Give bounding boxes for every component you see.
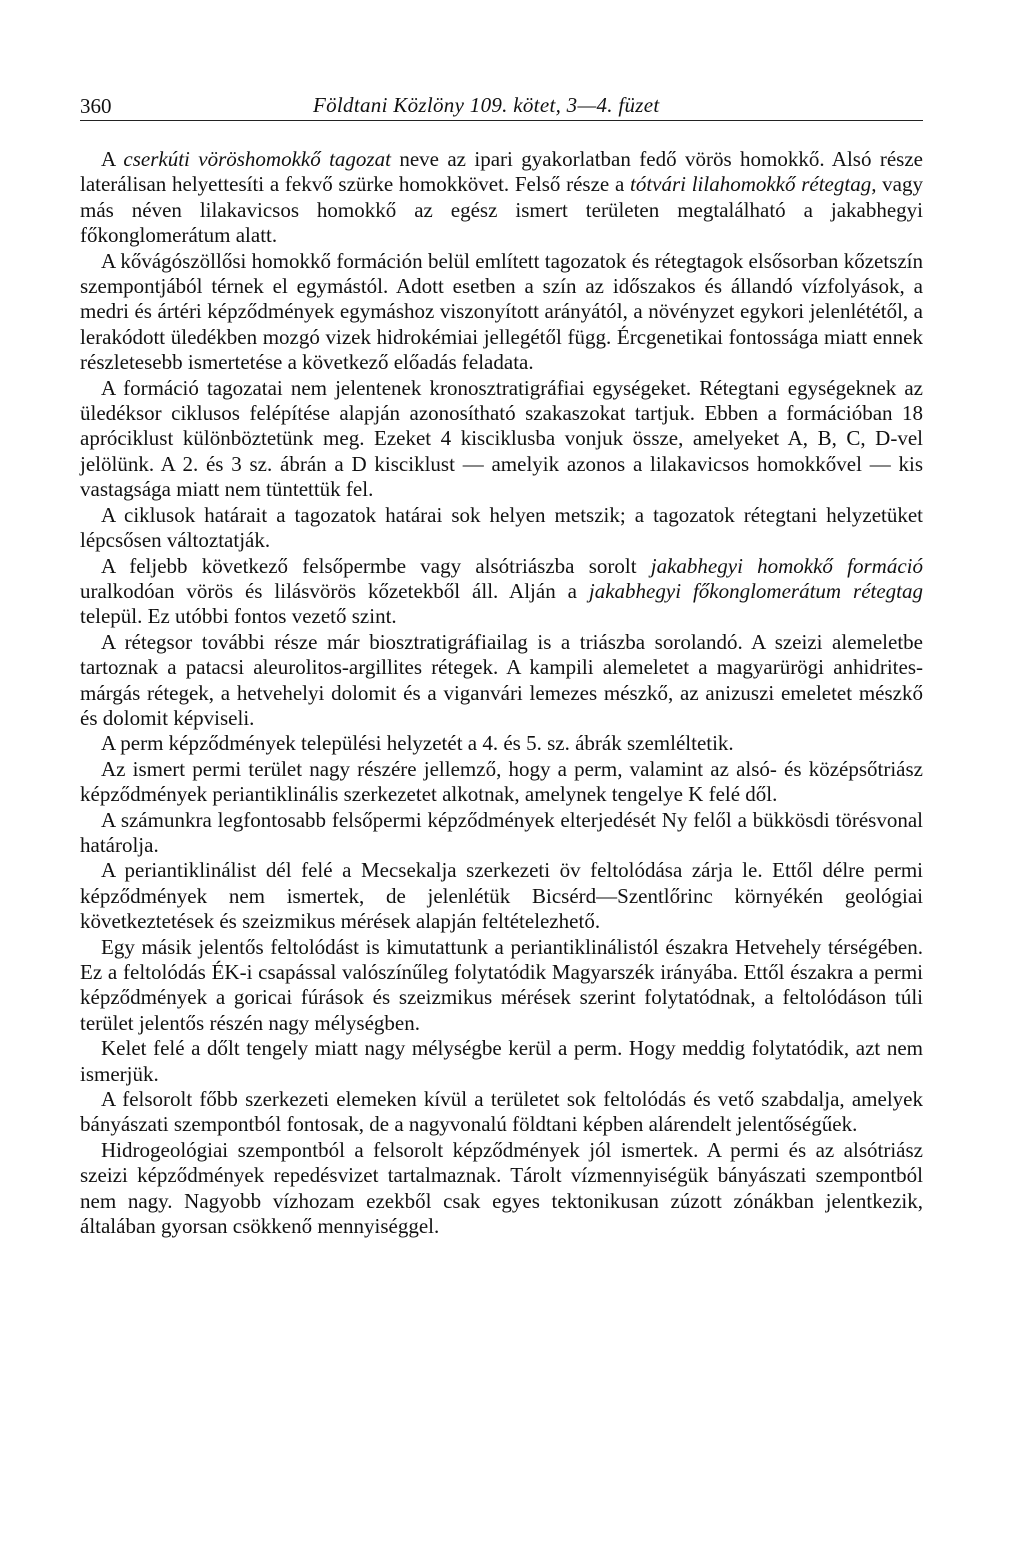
text-run: vagy más néven lilakavicsos homokkő az egész ismert területen megtalálható a jakabhegyi főkonglomerátum alatt. xyxy=(80,172,923,248)
text-run: A feljebb következő felsőpermbe vagy alsótriászba sorolt xyxy=(101,553,651,578)
text-run: uralkodóan vörös és lilásvörös kőzetekből áll. Alján a xyxy=(80,578,589,603)
italic-term: jakabhegyi főkonglomerátum rétegtag xyxy=(588,578,924,603)
text-run: neve az ipari gyakorlatban fedő vörös homokkő. Alsó része laterálisan helyettesíti a fekvő szürke homokkövet. Felső része a xyxy=(80,147,923,197)
paragraph-east-plunge: Kelet felé a dőlt tengely miatt nagy mélységbe kerül a perm. Hogy meddig folytatódik, azt nem ismerjük. xyxy=(80,1036,923,1086)
paragraph-cycle-boundaries: A ciklusok határait a tagozatok határai sok helyen metszik; a tagozatok rétegtani helyzetüket lépcsősen változtatják. xyxy=(80,502,923,553)
paragraph-cserkut-member xyxy=(80,147,923,249)
italic-term: cserkúti vöröshomokkő tagozat xyxy=(123,147,391,171)
journal-title: Földtani Közlöny 109. kötet, 3—4. füzet xyxy=(313,93,660,117)
paragraph-mecsekalja-zone: A periantiklinálist dél felé a Mecsekalja szerkezeti öv feltolódása zárja le. Ettől délre permi képződmények nem ismertek, de jelenlétük Bicsérd—Szentlőrinc környékén geológiai következtetések és szeizmikus mérések alapján feltételezhető. xyxy=(80,858,923,934)
paragraph-bukkosd-fault: A számunkra legfontosabb felsőpermi képződmények elterjedését Ny felől a bükkösdi törésvonal határolja. xyxy=(80,807,923,857)
page xyxy=(80,90,923,1239)
paragraph-rock-color: A kővágószöllősi homokkő formáción belül említett tagozatok és rétegtagok elsősorban kőzetszín szempontjából térnek el egymástól. Adott esetben a szín az időszakos és állandó vízfolyások, a medri és ártéri képződmények egymáshoz viszonyított arányától, a növényzet egykori jelenlététől, a lerakódott üledékben mozgó vizek hidrokémiai jellegétől függ. Ércgenetikai fontossága miatt ennek részletesebb ismertetése a következő előadás feladata. xyxy=(80,248,923,375)
italic-term: tótvári lilahomokkő rétegtag, xyxy=(629,172,877,197)
paragraph-cycles: A formáció tagozatai nem jelentenek kronosztratigráfiai egységeket. Rétegtani egységeknek az üledéksor ciklusos felépítése alapján azonosítható szakaszokat tartjuk. Ebben a formációban 18 apróciklust különböztetünk meg. Ezeket 4 kisciklusba vonjuk össze, amelyeket A, B, C, D-vel jelölünk. A 2. és 3 sz. ábrán a D kisciklust — amelyik azonos a lilakavicsos homokkővel — kis vastagsága miatt nem tüntettük fel. xyxy=(80,375,923,502)
paragraph-faults: A felsorolt főbb szerkezeti elemeken kívül a területet sok feltolódás és vető szabdalja, amelyek bányászati szempontból fontosak, de a nagyvonalú földtani képben alárendelt jelentőségűek. xyxy=(80,1087,923,1137)
running-header xyxy=(80,90,923,121)
paragraph-periantikline: Az ismert permi terület nagy részére jellemző, hogy a perm, valamint az alsó- és középsőtriász képződmények periantiklinális szerkezetet alkotnak, amelynek tengelye K felé dől. xyxy=(80,756,923,807)
paragraph-jakabhegy-formation xyxy=(80,554,923,630)
italic-term: jakabhegyi homokkő formáció xyxy=(650,553,923,578)
paragraph-hetvehely-thrust: Egy másik jelentős feltolódást is kimutattunk a periantiklinálistól északra Hetvehely térségében. Ez a feltolódás ÉK-i csapással valószínűleg folytatódik Magyarszék irányába. Ettől északra a permi képződmények a goricai fúrások és szeizmikus mérések szerint folytatódnak, a feltolódáson túli terület jelentős részén nagy mélységben. xyxy=(80,934,923,1035)
paragraph-hydrogeology: Hidrogeológiai szempontból a felsorolt képződmények jól ismertek. A permi és az alsótriász szeizi képződmények repedésvizet tartalmaznak. Tárolt vízmennyiségük bányászati szempontból nem nagy. Nagyobb vízhozam ezekből csak egyes tektonikusan zúzott zónákban jelentkezik, általában gyorsan csökkenő mennyiséggel. xyxy=(80,1137,923,1239)
text-run: A xyxy=(101,147,124,171)
paragraph-triassic: A rétegsor további része már biosztratigráfiailag is a triászba sorolandó. A szeizi alemeletbe tartoznak a patacsi aleurolitos-argillites rétegek. A kampili alemeletet a magyarürögi anhidrites-márgás rétegek, a hetvehelyi dolomit és a viganvári lemezes mészkő, az anizuszi emeletet mészkő és dolomit képviseli. xyxy=(80,629,923,730)
paragraph-figures-ref: A perm képződmények települési helyzetét a 4. és 5. sz. ábrák szemléltetik. xyxy=(101,731,734,756)
page-number: 360 xyxy=(80,94,112,118)
text-run: települ. Ez utóbbi fontos vezető szint. xyxy=(80,604,397,629)
body-text xyxy=(80,147,923,1239)
